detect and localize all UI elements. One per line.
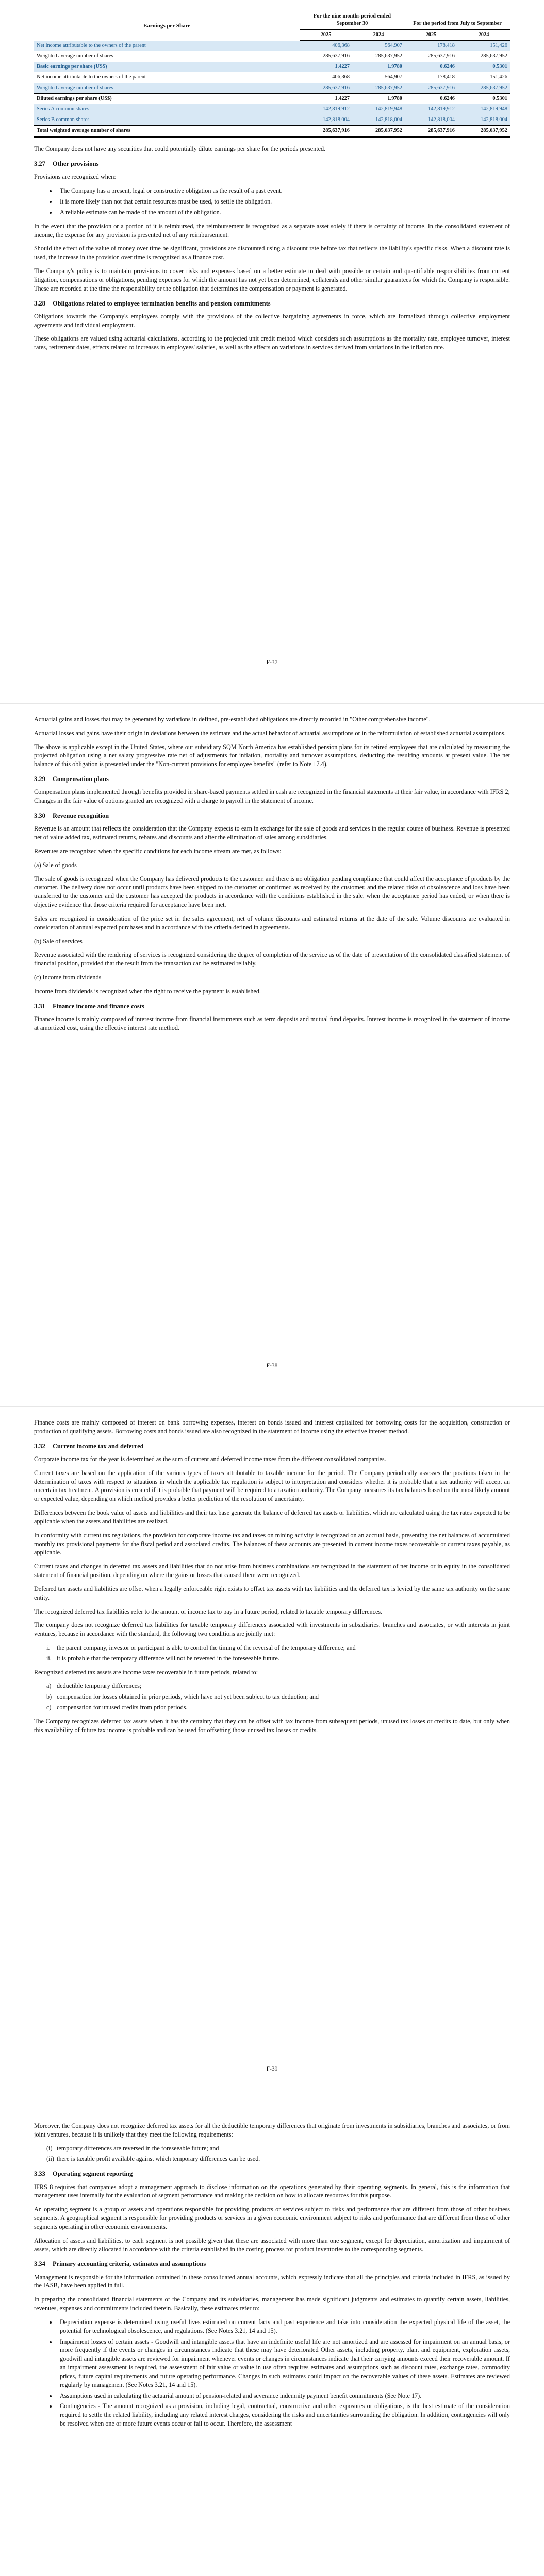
paragraph: In conformity with current tax regulations, the provision for corporate income tax and taxes on mining activity is recognized on an accrual basis, presenting the net balances of accumulated monthly tax provisional payments for the fiscal period and associated credits. The balances of these accounts are presented in current income taxes recoverable or current taxes payable, as applicable. — [34, 1531, 510, 1556]
list-item: • Depreciation expense is determined using useful lives estimated on current facts and past experience and take into consideration the expected physical life of the asset, the potential for technological obsolescence, and regulations. (See Notes 3.21, 14 and 15). — [57, 2318, 510, 2335]
paragraph: Should the effect of the value of money over time be significant, provisions are discounted using a discount rate before tax that reflects the liability's specific risks. When a discount rate is used, the increase in the provision over time is recognized as a finance cost. — [34, 245, 510, 261]
cell-value: 285,637,952 — [457, 83, 510, 94]
list-item — [34, 1682, 510, 1690]
paragraph: Provisions are recognized when: — [34, 173, 116, 181]
list-item — [34, 1692, 510, 1701]
paragraph: Allocation of assets and liabilities, to each segment is not possible given that these are associated with more than one segment, except for depreciation, amortization and impairment of assets, which are directly allocated in accordance with the criteria established in the costing process for product inventories to the corresponding segments. — [34, 2236, 510, 2253]
cell-value: 142,818,004 — [352, 115, 405, 126]
cell-value: 285,637,916 — [300, 83, 352, 94]
paragraph: Corporate income tax for the year is determined as the sum of current and deferred income taxes from the different consolidated companies. — [34, 1455, 386, 1463]
paragraph: Moreover, the Company does not recognize deferred tax assets for all the deductible temporary differences that originate from investments in subsidiaries, branches and associates, or from joint ventures, because it is unlikely that they meet the following requirements: — [34, 2122, 510, 2138]
year-header: 2024 — [457, 29, 510, 40]
list-item: • A reliable estimate can be made of the amount of the obligation. — [57, 208, 510, 217]
cell-value: 0.6246 — [405, 62, 457, 72]
table-row — [34, 115, 510, 126]
list-text: the parent company, investor or participant is able to control the timing of the reversal of the temporary difference; and — [57, 1643, 356, 1651]
cell-value: 178,418 — [437, 74, 455, 80]
table-row — [34, 125, 510, 137]
cell-value: 564,907 — [385, 74, 402, 80]
cell-value: 0.5301 — [457, 62, 510, 72]
section-number: 3.29 — [34, 775, 45, 783]
document-page — [0, 1406, 544, 2110]
paragraph: In preparing the consolidated financial statements of the Company and its subsidiaries, management has made significant judgments and estimates to quantify certain assets, liabilities, revenues, expenses and commitments included therein. Basically, these estimates refer to: — [34, 2296, 510, 2312]
section-title: Other provisions — [53, 160, 99, 168]
column-group-header: For the nine months period ended September 30 — [300, 11, 405, 29]
section-heading — [34, 775, 510, 784]
cell-value: 285,637,952 — [481, 53, 507, 59]
section-number: 3.28 — [34, 299, 45, 307]
list-marker: ii. — [46, 1654, 52, 1662]
paragraph: Finance income is mainly composed of interest income from financial instruments such as term deposits and mutual fund deposits. Interest income is recognized in the statement of income at amortized cost, using the effective interest rate method. — [34, 1015, 510, 1031]
cell-value: 151,426 — [490, 74, 507, 80]
cell-value: 142,819,912 — [300, 104, 352, 114]
paragraph: Actuarial losses and gains have their origin in deviations between the estimate and the actual behavior of actuarial assumptions or in the reformulation of established actuarial assumptions. — [34, 729, 506, 737]
cell-value: 0.6246 — [405, 93, 457, 104]
cell-value: 142,819,948 — [457, 104, 510, 114]
bullet-list — [34, 2318, 510, 2428]
list-marker: (ii) — [46, 2155, 54, 2163]
column-group-header: For the period from July to September — [405, 11, 510, 29]
paragraph: The above is applicable except in the United States, where our subsidiary SQM North America has established pension plans for its retired employees that are calculated by measuring the projected obligation using a net salary progressive rate net of adjustments for inflation, mortality and turnover assumptions, deducting the resulting amounts at present value. The net balance of this obligation is presented under the "Non-current provisions for employee benefits" (refer to Note 17.4). — [34, 743, 510, 768]
paragraph: Sales are recognized in consideration of the price set in the sales agreement, net of volume discounts and estimated returns at the date of the sale. Volume discounts are evaluated in consideration of annual expected purchases and in accordance with the criteria defined in agreements. — [34, 914, 510, 931]
cell-value: 285,637,952 — [352, 125, 405, 137]
roman-list — [34, 1643, 510, 1663]
section-title: Primary accounting criteria, estimates and assumptions — [53, 2260, 206, 2268]
section-heading — [34, 1442, 510, 1451]
list-text: deductible temporary differences; — [57, 1682, 142, 1690]
paragraph: These obligations are valued using actuarial calculations, according to the projected unit credit method which considers such assumptions as the mortality rate, employee turnover, interest rates, retirement dates, effects related to increases in employees' salaries, as well as the effects on variations in services derived from variations in the inflation rate. — [34, 335, 510, 351]
year-header: 2025 — [300, 29, 352, 40]
section-title: Current income tax and deferred — [53, 1442, 144, 1450]
section-heading — [34, 2170, 510, 2178]
lettered-list — [34, 1682, 510, 1711]
cell-value: 1.4227 — [300, 93, 352, 104]
list-marker: i. — [46, 1643, 50, 1651]
table-row — [34, 72, 510, 82]
paragraph: Obligations towards the Company's employees comply with the provisions of the collective bargaining agreements in force, which are formalized through collective employment agreements and individual employment. — [34, 312, 510, 329]
cell-value: 285,637,952 — [352, 83, 405, 94]
paragraph: Recognized deferred tax assets are income taxes recoverable in future periods, related to: — [34, 1668, 258, 1676]
cell-value: 178,418 — [405, 41, 457, 52]
paragraph: Differences between the book value of assets and liabilities and their tax base generate the balance of deferred tax assets or liabilities, which are calculated using the tax rates expected to be applicable when the assets and liabilities are realized. — [34, 1509, 510, 1525]
section-title: Revenue recognition — [53, 812, 109, 820]
section-heading — [34, 299, 510, 308]
cell-value: 406,368 — [332, 74, 350, 80]
paragraph: The company does not recognize deferred tax liabilities for taxable temporary differences associated with investments in subsidiaries, branches and associates, or with interests in joint ventures, because in accordance with the standard, the following two conditions are jointly met: — [34, 1621, 510, 1638]
paragraph: The recognized deferred tax liabilities refer to the amount of income tax to pay in a future period, related to taxable temporary differences. — [34, 1607, 383, 1615]
section-heading — [34, 160, 510, 168]
row-label: Series A common shares — [34, 104, 300, 114]
list-item: • It is more likely than not that certain resources must be used, to settle the obligation. — [57, 197, 510, 206]
cell-value: 285,637,952 — [457, 125, 510, 137]
paragraph: The Company's policy is to maintain provisions to cover risks and expenses based on a better estimate to deal with possible or certain and quantifiable responsibilities from current litigation, compensations or obligations, pending expenses for which the amount has not yet been determined, collaterals and other similar guarantees for which the Company is responsible. These are recorded at the time the responsibility or the obligation that determines the compensation or payment is generated. — [34, 267, 510, 292]
roman-list — [34, 2144, 510, 2164]
table-row — [34, 104, 510, 114]
cell-value: 285,637,916 — [428, 53, 455, 59]
list-item: • Impairment losses of certain assets - Goodwill and intangible assets that have an indefinite useful life are not amortized and are assessed for impairment on an annual basis, or more frequently if the events or changes in circumstances indicate that these may have deteriorated Other assets, including property, plant and equipment, exploration assets, goodwill and intangible assets are reviewed for impairment whenever events or changes in circumstances indicate that their carrying amounts exceed their recoverable amount. If an impairment assessment is required, the assessment of fair value or value in use often requires estimates and assumptions such as discount rates, exchange rates, commodity prices, future capital requirements and future operating performance. Changes in such estimates could impact on the recoverable values of these assets. Estimates are reviewed regularly by management (See Notes 3.21, 14 and 15). — [57, 2337, 510, 2389]
paragraph: Revenue is an amount that reflects the consideration that the Company expects to earn in exchange for the sale of goods and services in the regular course of business. Revenue is presented net of value added tax, estimated returns, rebates and discounts and after the elimination of sales among subsidiaries. — [34, 825, 510, 841]
cell-value: 142,818,004 — [457, 115, 510, 126]
paragraph: Compensation plans implemented through benefits provided in share-based payments settled in cash are recognized in the financial statements at their fair value, in accordance with IFRS 2; Changes in the fair value of options granted are recognized with a charge to payroll in the statement of income. — [34, 788, 510, 805]
cell-value: 285,637,916 — [405, 83, 457, 94]
cell-value: 1.4227 — [300, 62, 352, 72]
table-row — [34, 83, 510, 94]
row-label: Basic earnings per share (US$) — [34, 62, 300, 72]
document-page — [0, 2110, 544, 2576]
list-text: compensation for unused credits from prior periods. — [57, 1704, 188, 1711]
section-number: 3.34 — [34, 2260, 45, 2268]
list-item — [34, 1654, 510, 1663]
section-heading — [34, 2260, 510, 2268]
document-page — [0, 703, 544, 1406]
paragraph: An operating segment is a group of assets and operations responsible for providing products or services subject to risks and performance that are different from those of other business segments. A geographical segment is responsible for providing products or services in a given economic environment subject to risks and performance that are different from those of other segments operating in other economic environments. — [34, 2206, 510, 2230]
list-item — [34, 1703, 510, 1712]
cell-value: 406,368 — [300, 41, 352, 52]
document-page — [0, 0, 544, 703]
section-title: Finance income and finance costs — [53, 1002, 144, 1010]
list-text: compensation for losses obtained in prior periods, which have not yet been subject to tax deduction; and — [57, 1693, 319, 1701]
page-number: F-39 — [266, 2066, 278, 2073]
paragraph: The Company recognizes deferred tax assets when it has the certainty that they can be offset with tax income from subsequent periods, unused tax losses or credits to date, but only when this availability of future tax income is probable and can be used for offsetting those unused tax losses or credits. — [34, 1717, 510, 1734]
list-marker: (i) — [46, 2144, 53, 2152]
section-title: Operating segment reporting — [53, 2170, 133, 2178]
list-item: • Assumptions used in calculating the actuarial amount of pension-related and severance indemnity payment benefit commitments (See Note 17). — [57, 2392, 510, 2400]
section-number: 3.32 — [34, 1442, 45, 1450]
page-number: F-38 — [266, 1363, 278, 1369]
paragraph: IFRS 8 requires that companies adopt a management approach to disclose information on the operations generated by their operating segments. In general, this is the information that management uses internally for the evaluation of segment performance and making the decision on how to allocate resources for this purpose. — [34, 2183, 510, 2199]
paragraph: Actuarial gains and losses that may be generated by variations in defined, pre-established obligations are directly recorded in "Other comprehensive income". — [34, 716, 431, 723]
list-marker: a) — [46, 1682, 52, 1690]
section-number: 3.27 — [34, 160, 45, 168]
cell-value: 142,818,004 — [300, 115, 352, 126]
paragraph: Current taxes are based on the application of the various types of taxes attributable to taxable income for the period. The Company periodically assesses the positions taken in the determination of taxes with respect to situations in which the applicable tax regulation is subject to interpretation and considers whether it is probable that a tax authority will accept an uncertain tax treatment. A provision is created if it is probable that payment will be required to a taxation authority. The Company measures its tax balances based on the most likely amount or expected value, depending on which method provides a better prediction of the resolution of uncertainty. — [34, 1469, 510, 1503]
cell-value: 142,819,948 — [352, 104, 405, 114]
paragraph: Income from dividends is recognized when the right to receive the payment is established. — [34, 987, 261, 995]
cell-value: 564,907 — [352, 41, 405, 52]
list-text: temporary differences are reversed in the foreseeable future; and — [57, 2144, 219, 2152]
earnings-per-share-table — [34, 11, 510, 138]
cell-value: 1.9780 — [352, 93, 405, 104]
list-item: • Contingencies - The amount recognized as a provision, including legal, contractual, constructive and other exposures or obligations, is the best estimate of the consideration required to settle the related liability, including any related interest charges, considering the risks and uncertainties surrounding the obligation. In addition, contingencies will only be resolved when one or more future events occur or fail to occur. Therefore, the assessment — [57, 2402, 510, 2428]
section-title: Compensation plans — [53, 775, 109, 783]
list-text: it is probable that the temporary difference will not be reversed in the foreseeable future. — [57, 1654, 279, 1662]
section-heading — [34, 811, 510, 820]
paragraph: In the event that the provision or a portion of it is reimbursed, the reimbursement is recognized as a separate asset solely if there is certainty of income. In the consolidated statement of income, the expense for any provision is presented net of any reimbursement. — [34, 222, 510, 239]
row-label: Net income attributable to the owners of the parent — [34, 41, 300, 52]
cell-value: 285,637,952 — [375, 53, 402, 59]
section-title: Obligations related to employee termination benefits and pension commitments — [53, 299, 271, 307]
cell-value: 285,637,916 — [405, 125, 457, 137]
cell-value: 142,818,004 — [405, 115, 457, 126]
year-header: 2025 — [405, 29, 457, 40]
paragraph: (a) Sale of goods — [34, 861, 77, 869]
row-label: Net income attributable to the owners of the parent — [37, 74, 146, 80]
paragraph: The Company does not have any securities that could potentially dilute earnings per share for the periods presented. — [34, 145, 326, 153]
paragraph: Deferred tax assets and liabilities are offset when a legally enforceable right exists to offset tax assets with tax liabilities and the deferred tax is levied by the same tax authority on the same entity. — [34, 1585, 510, 1601]
cell-value: 285,637,916 — [323, 53, 350, 59]
paragraph: Management is responsible for the information contained in these consolidated annual accounts, which expressly indicate that all the principles and criteria included in IFRS, as issued by the IASB, have been applied in full. — [34, 2273, 510, 2290]
row-label: Weighted average number of shares — [34, 83, 300, 94]
cell-value: 285,637,916 — [300, 125, 352, 137]
paragraph: The sale of goods is recognized when the Company has delivered products to the customer, and there is no obligation pending compliance that could affect the acceptance of products by the customer. The delivery does not occur until products have been shipped to the customer or confirmed as received by the customer, and the related risks of obsolescence and loss have been transferred to the customer and the customer has accepted the products in accordance with the conditions established in the sale, when the acceptance period has ended, or when there is objective evidence that those criteria required for acceptance have been met. — [34, 875, 510, 909]
list-marker: b) — [46, 1693, 52, 1701]
paragraph: (b) Sale of services — [34, 937, 83, 945]
cell-value: 0.5301 — [457, 93, 510, 104]
section-heading — [34, 1002, 510, 1011]
row-label: Weighted average number of shares — [37, 53, 113, 59]
page-number: F-37 — [266, 659, 278, 666]
row-label: Total weighted average number of shares — [34, 125, 300, 137]
section-number: 3.30 — [34, 812, 45, 820]
paragraph: Revenue associated with the rendering of services is recognized considering the degree of completion of the service as of the date of presentation of the consolidated classified statement of financial position, provided that the result from the transaction can be estimated reliably. — [34, 951, 510, 968]
table-row — [34, 41, 510, 52]
paragraph: Current taxes and changes in deferred tax assets and liabilities that do not arise from business combinations are recognized in the statement of net income or in equity in the consolidated statement of financial position, depending on where the gains or losses that caused them were recognized. — [34, 1563, 510, 1579]
section-number: 3.31 — [34, 1002, 45, 1010]
list-item — [34, 2155, 510, 2163]
list-item — [34, 2144, 510, 2153]
table-caption: Earnings per Share — [143, 22, 191, 29]
year-header: 2024 — [352, 29, 405, 40]
table-row — [34, 93, 510, 104]
list-text: there is taxable profit available against which temporary differences can be used. — [57, 2155, 260, 2163]
row-label: Diluted earnings per share (US$) — [34, 93, 300, 104]
cell-value: 151,426 — [457, 41, 510, 52]
paragraph: Finance costs are mainly composed of interest on bank borrowing expenses, interest on bonds issued and interest capitalized for borrowing costs for the acquisition, construction or production of qualifying assets. Borrowing costs and bonds issued are also recognized in the statement of income using the effective interest method. — [34, 1419, 510, 1435]
row-label: Series B common shares — [34, 115, 300, 126]
table-row — [34, 62, 510, 72]
list-marker: c) — [46, 1704, 52, 1711]
list-item — [34, 1643, 510, 1652]
paragraph: (c) Income from dividends — [34, 974, 102, 981]
cell-value: 1.9780 — [352, 62, 405, 72]
paragraph: Revenues are recognized when the specific conditions for each income stream are met, as follows: — [34, 847, 282, 855]
table-row — [34, 51, 510, 61]
bullet-list — [34, 187, 510, 216]
cell-value: 142,819,912 — [405, 104, 457, 114]
section-number: 3.33 — [34, 2170, 45, 2178]
list-item: • The Company has a present, legal or constructive obligation as the result of a past event. — [57, 187, 510, 195]
